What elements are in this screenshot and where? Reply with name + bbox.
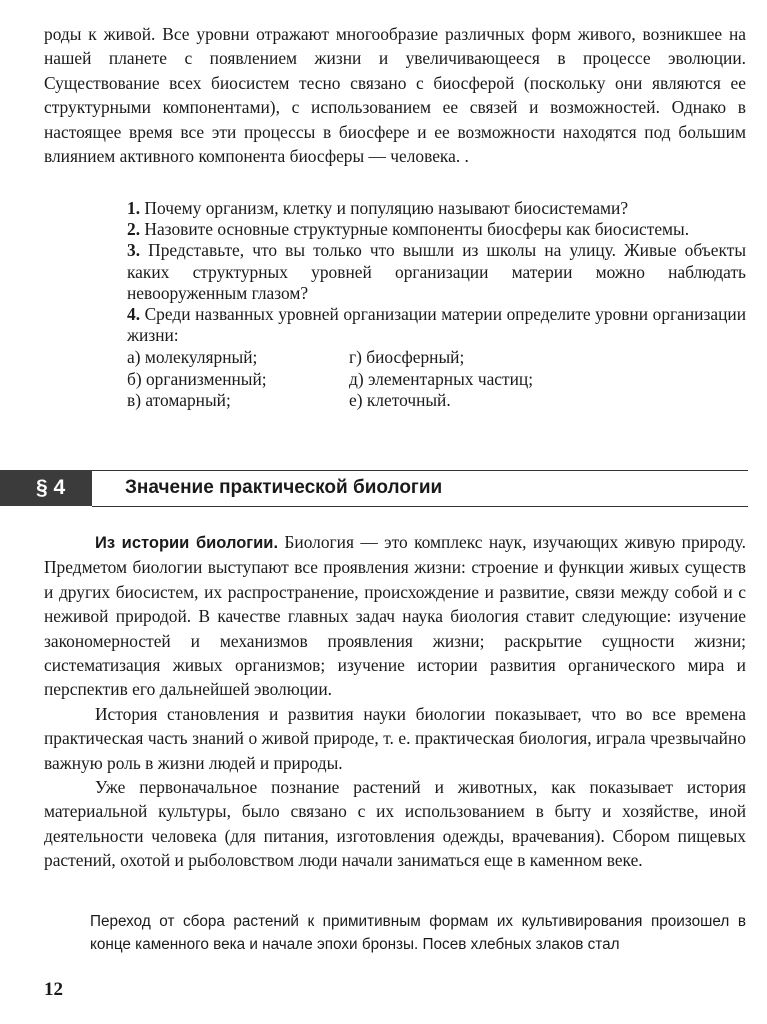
question-text: Среди названных уровней организации материи определите уровни организации жизни: bbox=[127, 304, 746, 346]
review-questions bbox=[127, 198, 746, 411]
question-1 bbox=[127, 198, 746, 219]
section-header bbox=[0, 470, 748, 510]
question-number: 1. bbox=[127, 198, 141, 218]
lead-heading: Из истории биологии. bbox=[95, 534, 279, 552]
section-rule-bottom bbox=[92, 506, 748, 507]
question-3 bbox=[127, 240, 746, 304]
body-paragraph-3: Уже первоначальное познание растений и животных, как показывает история материальной культуры, было связано с их использованием в быту и хозяйстве, иной деятельности человека (для питания, изготовления одежды, врачевания). Сбором пищевых растений, охотой и рыболовством люди начали заниматься еще в каменном веке. bbox=[44, 777, 746, 871]
section-title: Значение практической биологии bbox=[125, 477, 443, 498]
option-b: б) организменный; bbox=[127, 368, 267, 389]
option-d: д) элементарных частиц; bbox=[349, 368, 534, 389]
question-number: 3. bbox=[127, 240, 141, 261]
intro-paragraph: роды к живой. Все уровни отражают многообразие различных форм живого, возникшее на нашей планете с появлением жизни и увеличивающееся в процессе эволюции. Существование всех биосистем тесно связано с биосферой (поскольку они являются ее структурными компонентами), с использованием ее связей и возможностей. Однако в настоящее время все эти процессы в биосфере и ее возможности находятся под большим влиянием активного компонента биосферы — человека. . bbox=[44, 24, 746, 167]
page-number: 12 bbox=[44, 979, 63, 1000]
paragraph-text: Биология — это комплекс наук, изучающих живую природу. Предметом биологии выступают все проявления жизни: строение и функции живых существ и других биосистем, их распространение, происхождение и развитие, связи между собой и с неживой природой. В качестве главных задач наука биология ставит следующие: изучение закономерностей и механизмов проявления жизни; раскрытие сущности жизни; систематизация живых организмов; изучение истории развития органического мира и перспектив его дальнейшей эволюции. bbox=[44, 532, 746, 700]
question-number: 2. bbox=[127, 219, 141, 240]
question-2 bbox=[127, 219, 746, 240]
question-number: 4. bbox=[127, 304, 141, 325]
section-rule-top bbox=[92, 470, 748, 471]
section-badge: § 4 bbox=[0, 470, 92, 506]
answer-options bbox=[127, 347, 746, 411]
sidebar-note: Переход от сбора растений к примитивным формам их культивирования произошел в конце каменного века и начале эпохи бронзы. Посев хлебных злаков стал bbox=[90, 913, 746, 953]
body-paragraph-2: История становления и развития науки биологии показывает, что во все времена практическая часть знаний о живой природе, т. е. практическая биология, играла чрезвычайно важную роль в жизни людей и природы. bbox=[44, 703, 746, 773]
section-body bbox=[44, 530, 746, 873]
question-text: Почему организм, клетку и популяцию называют биосистемами? bbox=[140, 198, 629, 218]
option-v: в) атомарный; bbox=[127, 389, 231, 410]
question-text: Назовите основные структурные компоненты биосферы как биосистемы. bbox=[140, 219, 690, 240]
option-a: а) молекулярный; bbox=[127, 347, 258, 368]
option-g: г) биосферный; bbox=[349, 347, 465, 368]
body-paragraph-1 bbox=[44, 530, 746, 702]
question-4 bbox=[127, 304, 746, 346]
question-text: Представьте, что вы только что вышли из школы на улицу. Живые объекты каких структурных уровней организации материи можно наблюдать невооруженным глазом? bbox=[127, 240, 746, 303]
option-e: е) клеточный. bbox=[349, 389, 451, 410]
